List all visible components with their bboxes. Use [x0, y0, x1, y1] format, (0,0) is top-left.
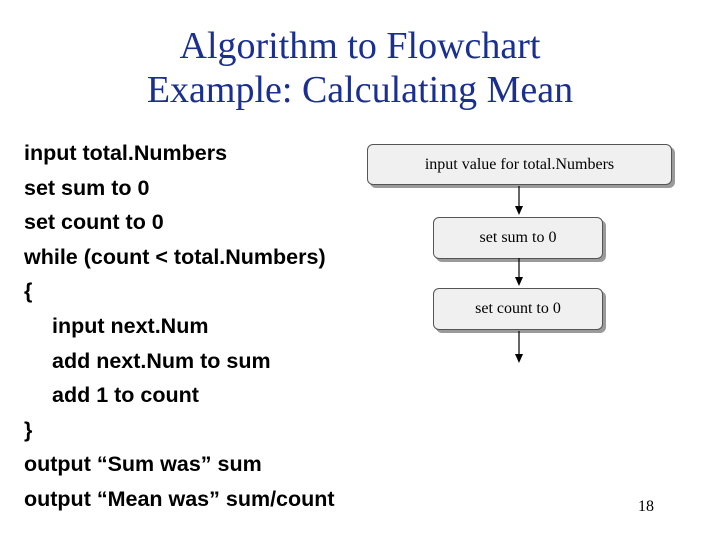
- arrow-head: [515, 354, 523, 363]
- algo-line: set sum to 0: [24, 175, 150, 200]
- algo-line: output “Mean was” sum/count: [24, 486, 335, 511]
- page-number: 18: [638, 498, 654, 515]
- algo-line: input total.Numbers: [24, 141, 228, 165]
- algo-line: set count to 0: [24, 210, 164, 235]
- algo-line: while (count < total.Numbers): [24, 244, 326, 269]
- flowchart-step-input-total: input value for total.Numbers: [367, 144, 672, 185]
- algo-line: {: [24, 279, 33, 304]
- algo-line: }: [24, 417, 33, 442]
- algo-line: output “Sum was” sum: [24, 452, 262, 477]
- title-line-2: Example: Calculating Mean: [146, 69, 574, 111]
- flowchart-step-set-count: set count to 0: [433, 288, 603, 330]
- arrow-head: [515, 277, 523, 286]
- arrow-head: [515, 206, 523, 215]
- algo-line: add 1 to count: [52, 383, 199, 408]
- algo-line: add next.Num to sum: [52, 348, 271, 373]
- title-line-1: Algorithm to Flowchart: [179, 25, 541, 67]
- flowchart-step-set-sum: set sum to 0: [433, 217, 603, 259]
- algo-line: input next.Num: [52, 313, 209, 338]
